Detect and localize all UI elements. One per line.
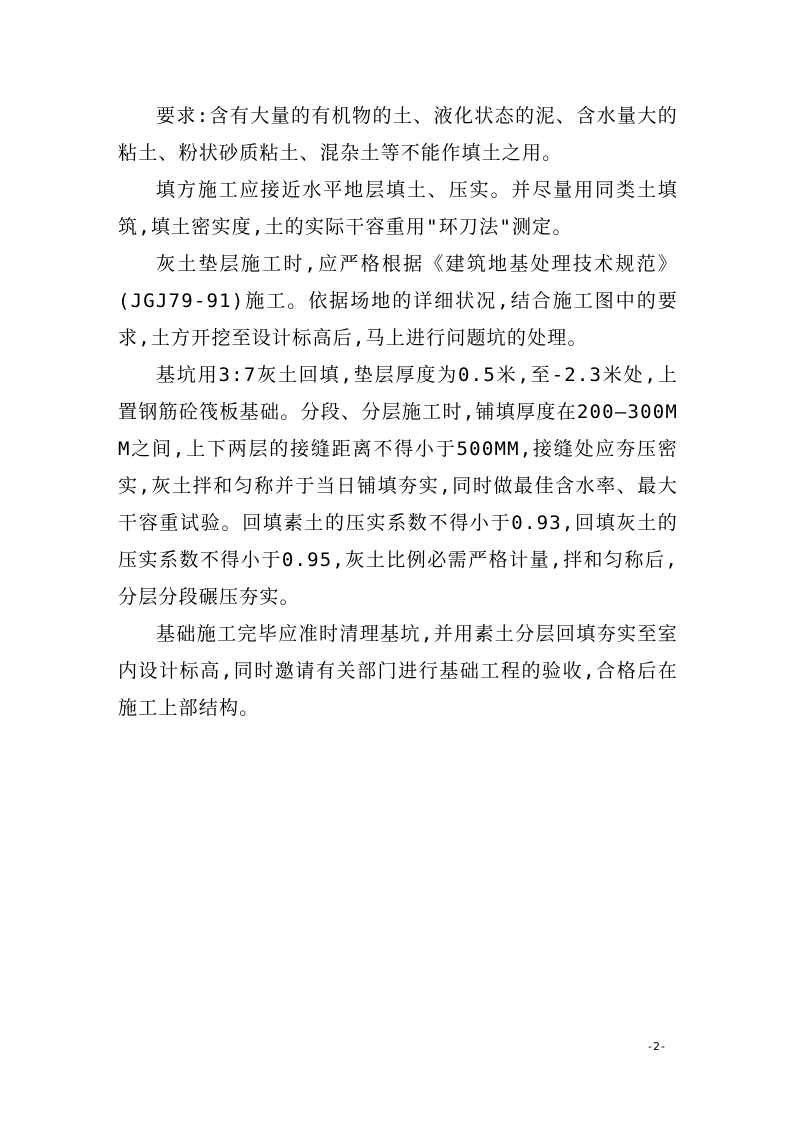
paragraph-fill-compaction: 填方施工应接近水平地层填土、压实。并尽量用同类土填筑,填土密实度,土的实际干容重用"环刀法"测定。 (118, 179, 678, 238)
paragraph-backfill-soil-requirements: 要求:含有大量的有机物的土、液化状态的泥、含水量大的粘土、粉状砂质粘土、混杂土等不能作填土之用。 (118, 105, 678, 164)
paragraph-foundation-pit-backfill: 基坑用3:7灰土回填,垫层厚度为0.5米,至-2.3米处,上置钢筋砼筏板基础。分段、分层施工时,铺填厚度在200—300MM之间,上下两层的接缝距离不得小于500MM,接缝处应夯压密实,灰土拌和匀称并于当日铺填夯实,同时做最佳含水率、最大干容重试验。回填素土的压实系数不得小于0.93,回填灰土的压实系数不得小于0.95,灰土比例必需严格计量,拌和匀称后,分层分段碾压夯实。 (118, 364, 678, 608)
paragraph-foundation-acceptance: 基础施工完毕应准时清理基坑,并用素土分层回填夯实至室内设计标高,同时邀请有关部门进行基础工程的验收,合格后在施工上部结构。 (118, 623, 678, 719)
page-number: -2- (648, 1040, 666, 1053)
document-body (118, 98, 678, 727)
paragraph-lime-soil-cushion: 灰土垫层施工时,应严格根据《建筑地基处理技术规范》(JGJ79-91)施工。依据场地的详细状况,结合施工图中的要求,土方开挖至设计标高后,马上进行问题坑的处理。 (118, 253, 678, 349)
